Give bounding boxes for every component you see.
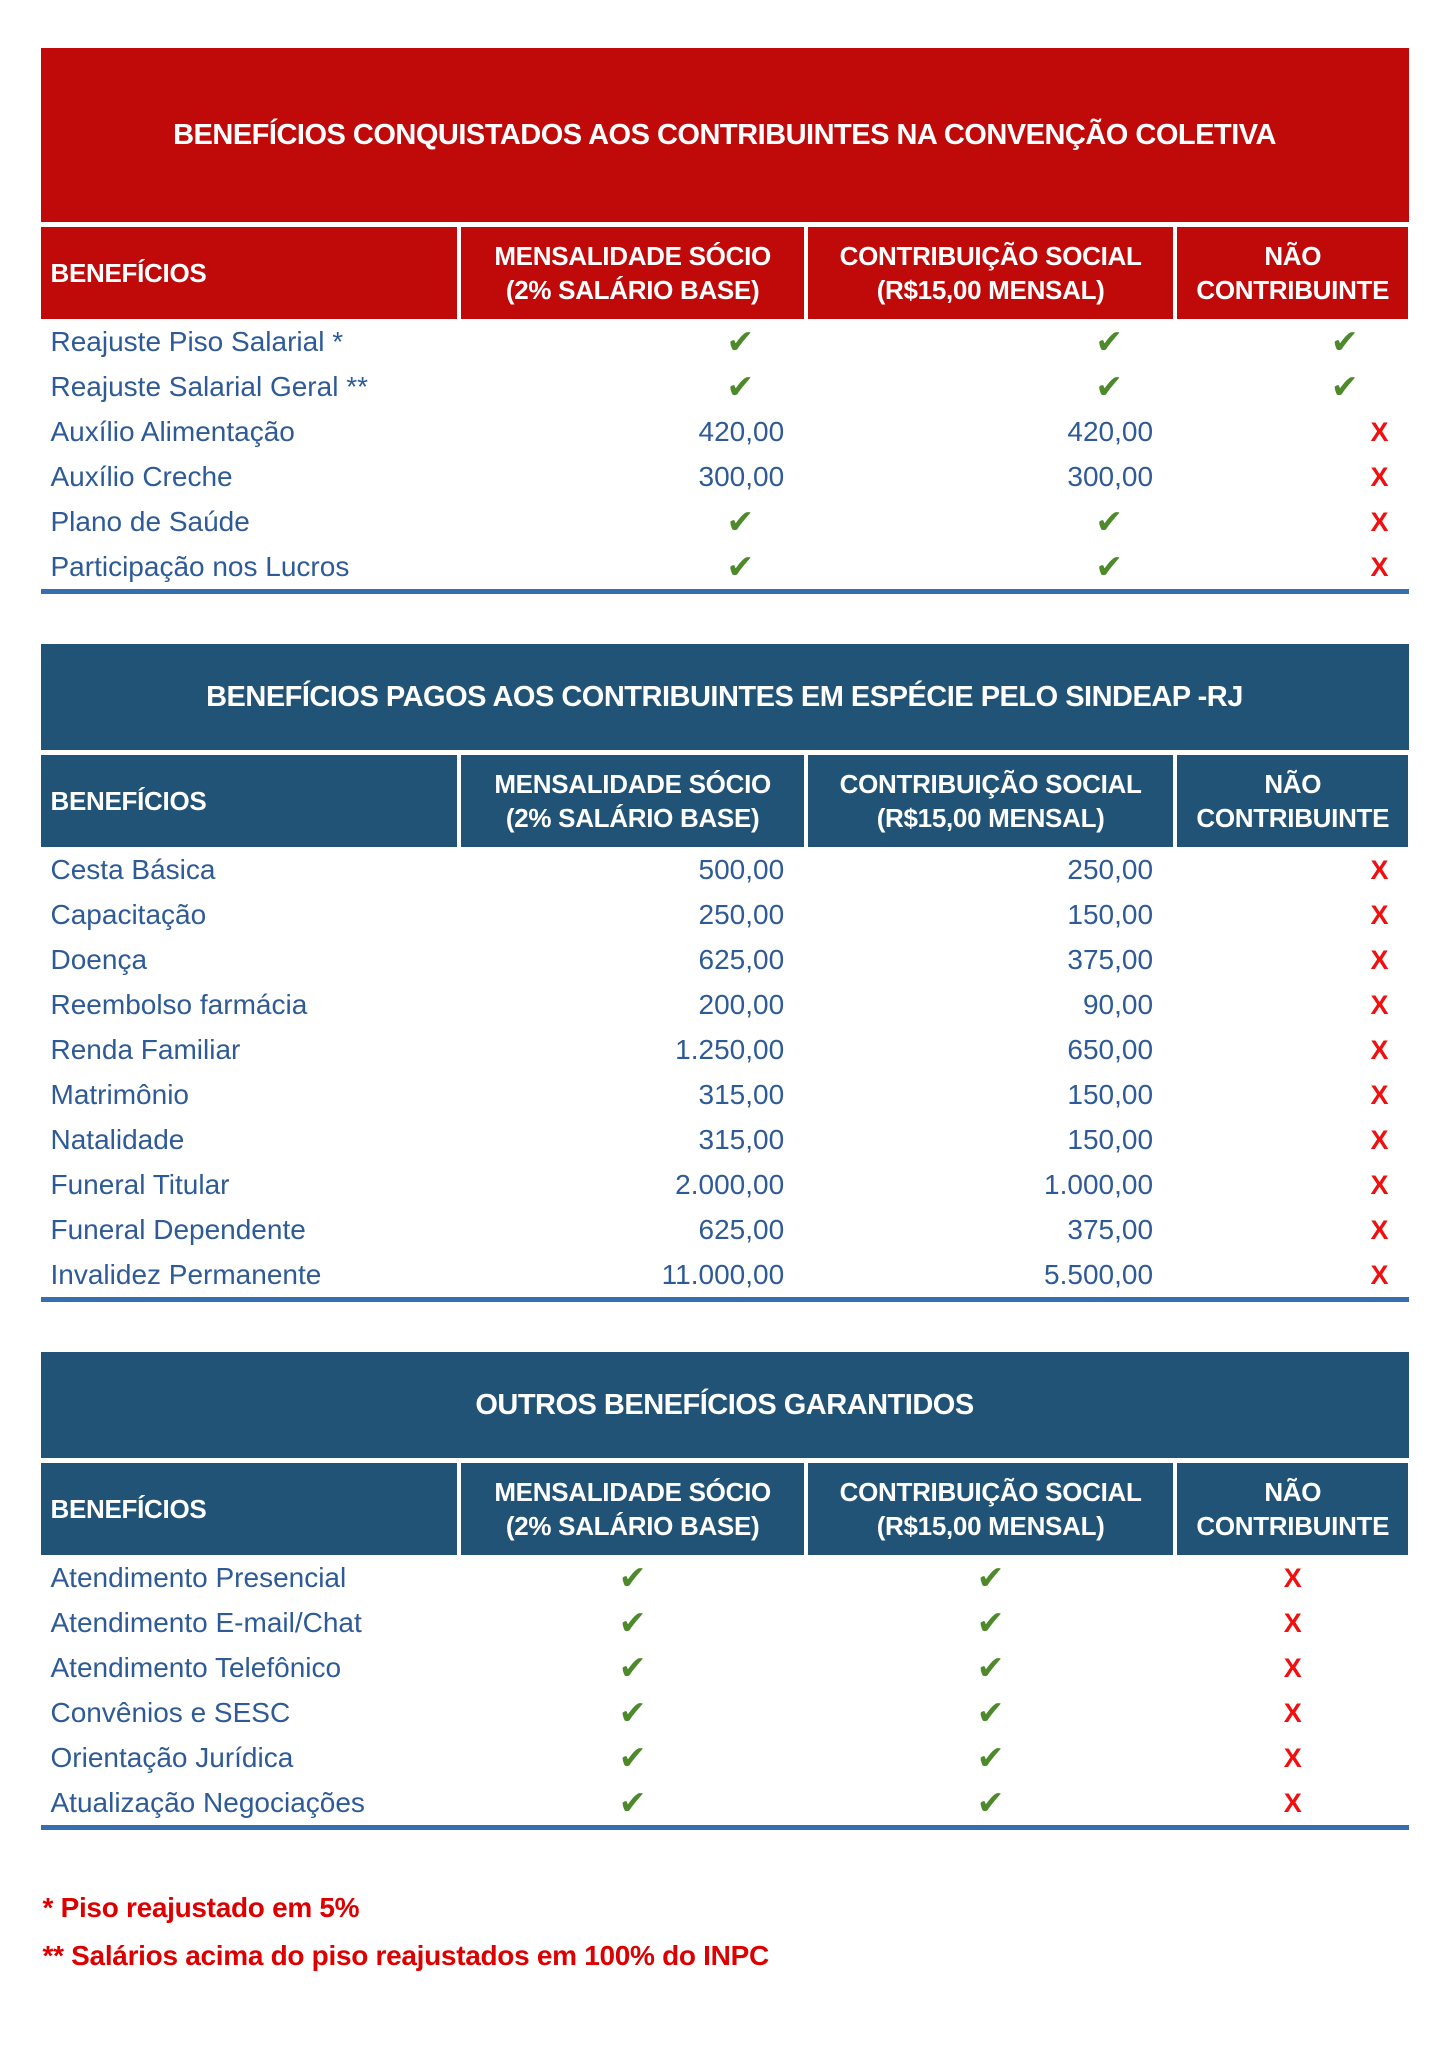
column-header-contribuicao-social: CONTRIBUIÇÃO SOCIAL (R$15,00 MENSAL) — [808, 1463, 1173, 1555]
benefit-excluded-cell — [1177, 1252, 1408, 1297]
benefit-value-cell: 150,00 — [1067, 899, 1154, 930]
benefit-excluded-cell — [1177, 1162, 1408, 1207]
benefit-label: Natalidade — [50, 1124, 185, 1155]
benefit-excluded-cell — [1177, 1735, 1408, 1780]
benefit-included-cell — [808, 544, 1173, 589]
check-icon: ✔ — [618, 1649, 647, 1686]
x-icon: X — [1370, 1260, 1389, 1290]
check-icon: ✔ — [976, 1604, 1005, 1641]
benefit-label: Reajuste Piso Salarial * — [50, 326, 344, 357]
check-icon: ✔ — [726, 323, 755, 360]
benefit-label: Funeral Titular — [50, 1169, 230, 1200]
benefit-value-cell: 315,00 — [698, 1124, 785, 1155]
benefit-included-cell — [808, 1555, 1173, 1600]
benefit-value-cell: 300,00 — [698, 461, 785, 492]
benefit-excluded-cell — [1177, 1690, 1408, 1735]
check-icon: ✔ — [1095, 548, 1124, 585]
benefit-value-cell: 2.000,00 — [675, 1169, 785, 1200]
benefit-label: Atendimento Presencial — [50, 1562, 347, 1593]
benefit-label: Renda Familiar — [50, 1034, 241, 1065]
benefit-label: Auxílio Alimentação — [50, 416, 295, 447]
column-header-nao-contribuinte: NÃO CONTRIBUINTE — [1177, 755, 1408, 847]
table-row — [41, 1117, 1409, 1162]
table-row — [41, 1690, 1409, 1735]
benefit-label: Doença — [50, 944, 148, 975]
benefit-excluded-cell — [1177, 1600, 1408, 1645]
table-convencao-coletiva — [41, 48, 1409, 594]
benefit-included-cell — [808, 1735, 1173, 1780]
table-title: OUTROS BENEFÍCIOS GARANTIDOS — [41, 1352, 1409, 1458]
x-icon: X — [1283, 1608, 1302, 1638]
column-header-mensalidade-socio: MENSALIDADE SÓCIO (2% SALÁRIO BASE) — [461, 755, 804, 847]
benefit-included-cell — [808, 499, 1173, 544]
footnote-piso: * Piso reajustado em 5% — [42, 1892, 360, 1923]
x-icon: X — [1283, 1698, 1302, 1728]
benefit-value-cell: 625,00 — [698, 1214, 785, 1245]
benefit-value-cell: 150,00 — [1067, 1124, 1154, 1155]
benefit-excluded-cell — [1177, 499, 1408, 544]
table-title: BENEFÍCIOS CONQUISTADOS AOS CONTRIBUINTES NA CONVENÇÃO COLETIVA — [41, 48, 1409, 222]
column-header-contribuicao-social: CONTRIBUIÇÃO SOCIAL (R$15,00 MENSAL) — [808, 755, 1173, 847]
benefit-value-cell: 420,00 — [1067, 416, 1154, 447]
benefit-label: Auxílio Creche — [50, 461, 233, 492]
x-icon: X — [1370, 507, 1389, 537]
benefit-label: Convênios e SESC — [50, 1697, 291, 1728]
benefit-value-cell: 1.000,00 — [1044, 1169, 1154, 1200]
benefit-excluded-cell — [1177, 1207, 1408, 1252]
x-icon: X — [1370, 1125, 1389, 1155]
benefit-included-cell — [461, 319, 804, 364]
table-row — [41, 1162, 1409, 1207]
check-icon: ✔ — [1330, 323, 1359, 360]
check-icon: ✔ — [618, 1784, 647, 1821]
benefit-value-cell: 250,00 — [698, 899, 785, 930]
check-icon: ✔ — [976, 1739, 1005, 1776]
benefit-value-cell: 315,00 — [698, 1079, 785, 1110]
benefit-included-cell — [808, 1645, 1173, 1690]
benefit-excluded-cell — [1177, 1072, 1408, 1117]
benefit-included-cell — [461, 499, 804, 544]
x-icon: X — [1370, 855, 1389, 885]
benefit-excluded-cell — [1177, 409, 1408, 454]
benefit-label: Reembolso farmácia — [50, 989, 308, 1020]
table-row — [41, 544, 1409, 589]
benefit-value-cell: 200,00 — [698, 989, 785, 1020]
benefit-excluded-cell — [1177, 1117, 1408, 1162]
table-row — [41, 892, 1409, 937]
check-icon: ✔ — [1095, 368, 1124, 405]
benefit-included-cell — [461, 1555, 804, 1600]
table-row — [41, 1252, 1409, 1297]
benefit-included-cell — [1177, 364, 1408, 409]
x-icon: X — [1370, 417, 1389, 447]
benefit-label: Participação nos Lucros — [50, 551, 350, 582]
table-title: BENEFÍCIOS PAGOS AOS CONTRIBUINTES EM ESPÉCIE PELO SINDEAP -RJ — [41, 644, 1409, 750]
benefit-label: Reajuste Salarial Geral ** — [50, 371, 368, 402]
footnote-salarios: ** Salários acima do piso reajustados em 100% do INPC — [42, 1940, 769, 1971]
benefit-label: Capacitação — [50, 899, 207, 930]
benefit-excluded-cell — [1177, 1780, 1408, 1825]
benefit-value-cell: 375,00 — [1067, 944, 1154, 975]
benefit-label: Atualização Negociações — [50, 1787, 365, 1818]
benefit-excluded-cell — [1177, 1027, 1408, 1072]
benefit-value-cell: 5.500,00 — [1044, 1259, 1154, 1290]
benefit-value-cell: 150,00 — [1067, 1079, 1154, 1110]
column-header-beneficios: BENEFÍCIOS — [41, 1463, 458, 1555]
x-icon: X — [1370, 1170, 1389, 1200]
table-row — [41, 1600, 1409, 1645]
check-icon: ✔ — [618, 1694, 647, 1731]
benefit-included-cell — [808, 364, 1173, 409]
column-header-beneficios: BENEFÍCIOS — [41, 227, 458, 319]
x-icon: X — [1370, 1215, 1389, 1245]
footnotes — [41, 1892, 1409, 1972]
benefit-value-cell: 375,00 — [1067, 1214, 1154, 1245]
benefit-value-cell: 250,00 — [1067, 854, 1154, 885]
column-header-nao-contribuinte: NÃO CONTRIBUINTE — [1177, 1463, 1408, 1555]
table-row — [41, 937, 1409, 982]
check-icon: ✔ — [618, 1604, 647, 1641]
table-row — [41, 1207, 1409, 1252]
table-row — [41, 847, 1409, 892]
benefit-excluded-cell — [1177, 544, 1408, 589]
benefit-included-cell — [808, 319, 1173, 364]
benefit-label: Plano de Saúde — [50, 506, 250, 537]
check-icon: ✔ — [726, 503, 755, 540]
table-row — [41, 319, 1409, 364]
x-icon: X — [1283, 1653, 1302, 1683]
check-icon: ✔ — [618, 1559, 647, 1596]
x-icon: X — [1283, 1743, 1302, 1773]
check-icon: ✔ — [976, 1784, 1005, 1821]
benefit-excluded-cell — [1177, 892, 1408, 937]
column-header-row — [41, 755, 1409, 847]
benefit-excluded-cell — [1177, 1645, 1408, 1690]
check-icon: ✔ — [976, 1694, 1005, 1731]
table-row — [41, 1027, 1409, 1072]
benefit-value-cell: 650,00 — [1067, 1034, 1154, 1065]
column-header-mensalidade-socio: MENSALIDADE SÓCIO (2% SALÁRIO BASE) — [461, 1463, 804, 1555]
benefit-included-cell — [461, 1690, 804, 1735]
check-icon: ✔ — [1330, 368, 1359, 405]
x-icon: X — [1370, 945, 1389, 975]
x-icon: X — [1283, 1563, 1302, 1593]
check-icon: ✔ — [618, 1739, 647, 1776]
benefit-label: Atendimento Telefônico — [50, 1652, 342, 1683]
benefit-label: Atendimento E-mail/Chat — [50, 1607, 362, 1638]
benefit-included-cell — [808, 1600, 1173, 1645]
benefit-value-cell: 1.250,00 — [675, 1034, 785, 1065]
x-icon: X — [1370, 990, 1389, 1020]
table-row — [41, 1072, 1409, 1117]
benefit-value-cell: 300,00 — [1067, 461, 1154, 492]
benefit-excluded-cell — [1177, 937, 1408, 982]
column-header-row — [41, 1463, 1409, 1555]
benefit-excluded-cell — [1177, 982, 1408, 1027]
benefit-label: Funeral Dependente — [50, 1214, 306, 1245]
table-row — [41, 982, 1409, 1027]
table-beneficios-em-especie — [41, 644, 1409, 1302]
benefit-value-cell: 625,00 — [698, 944, 785, 975]
check-icon: ✔ — [726, 368, 755, 405]
benefit-included-cell — [461, 364, 804, 409]
x-icon: X — [1283, 1788, 1302, 1818]
table-row — [41, 499, 1409, 544]
check-icon: ✔ — [1095, 503, 1124, 540]
x-icon: X — [1370, 1080, 1389, 1110]
benefit-included-cell — [808, 1690, 1173, 1735]
table-body — [41, 1555, 1409, 1830]
table-row — [41, 1645, 1409, 1690]
check-icon: ✔ — [1095, 323, 1124, 360]
benefit-excluded-cell — [1177, 847, 1408, 892]
column-header-row — [41, 227, 1409, 319]
table-body — [41, 319, 1409, 594]
column-header-mensalidade-socio: MENSALIDADE SÓCIO (2% SALÁRIO BASE) — [461, 227, 804, 319]
table-row — [41, 1735, 1409, 1780]
benefit-label: Cesta Básica — [50, 854, 216, 885]
column-header-contribuicao-social: CONTRIBUIÇÃO SOCIAL (R$15,00 MENSAL) — [808, 227, 1173, 319]
x-icon: X — [1370, 1035, 1389, 1065]
check-icon: ✔ — [726, 548, 755, 585]
table-row — [41, 409, 1409, 454]
x-icon: X — [1370, 900, 1389, 930]
table-body — [41, 847, 1409, 1302]
column-header-nao-contribuinte: NÃO CONTRIBUINTE — [1177, 227, 1408, 319]
table-row — [41, 1555, 1409, 1600]
benefit-included-cell — [461, 544, 804, 589]
check-icon: ✔ — [976, 1559, 1005, 1596]
check-icon: ✔ — [976, 1649, 1005, 1686]
benefit-included-cell — [808, 1780, 1173, 1825]
x-icon: X — [1370, 462, 1389, 492]
benefit-value-cell: 90,00 — [1082, 989, 1154, 1020]
benefit-label: Matrimônio — [50, 1079, 189, 1110]
benefit-included-cell — [461, 1600, 804, 1645]
x-icon: X — [1370, 552, 1389, 582]
table-row — [41, 1780, 1409, 1825]
benefit-value-cell: 500,00 — [698, 854, 785, 885]
benefit-excluded-cell — [1177, 1555, 1408, 1600]
table-row — [41, 454, 1409, 499]
benefit-label: Invalidez Permanente — [50, 1259, 322, 1290]
benefit-included-cell — [461, 1780, 804, 1825]
benefit-excluded-cell — [1177, 454, 1408, 499]
benefit-value-cell: 420,00 — [698, 416, 785, 447]
benefit-included-cell — [1177, 319, 1408, 364]
table-outros-beneficios — [41, 1352, 1409, 1830]
column-header-beneficios: BENEFÍCIOS — [41, 755, 458, 847]
benefit-included-cell — [461, 1645, 804, 1690]
table-row — [41, 364, 1409, 409]
benefit-included-cell — [461, 1735, 804, 1780]
benefit-label: Orientação Jurídica — [50, 1742, 294, 1773]
benefits-document — [41, 0, 1409, 1972]
benefit-value-cell: 11.000,00 — [661, 1259, 785, 1290]
